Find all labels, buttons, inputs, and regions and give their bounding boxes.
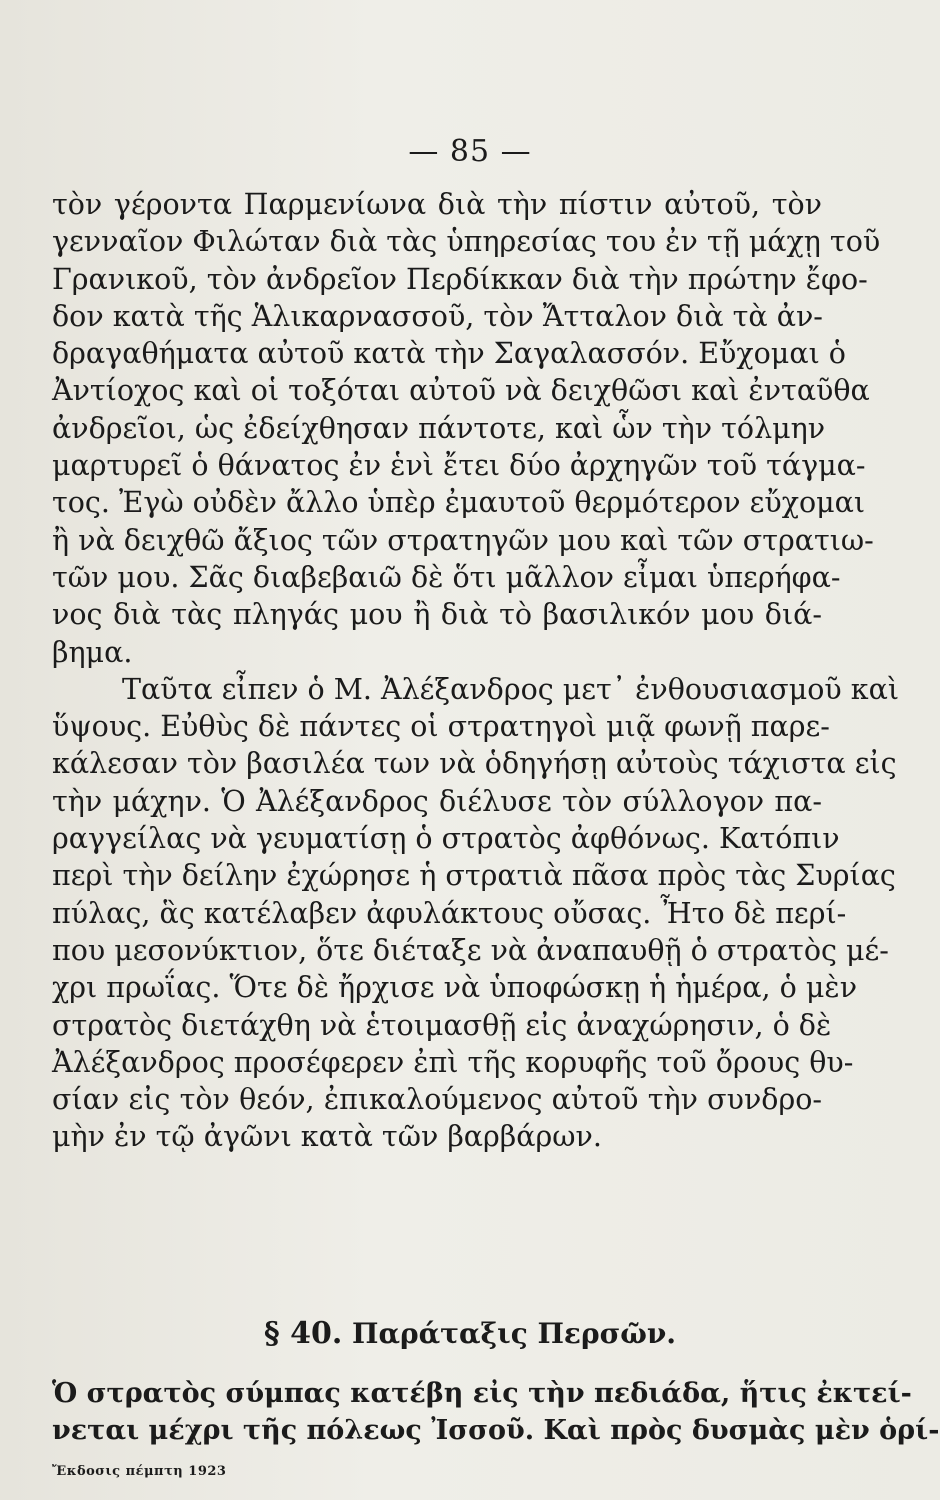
section-text-block	[52, 1375, 940, 1450]
text-line: κάλεσαν τὸν βασιλέα των νὰ ὁδηγήσῃ αὐτοὺς τάχιστα εἰς	[52, 747, 897, 781]
text-line: δον κατὰ τῆς Ἁλικαρνασσοῦ, τὸν Ἄτταλον διὰ τὰ ἀν-	[52, 299, 823, 333]
text-line: μὴν ἐν τῷ ἀγῶνι κατὰ τῶν βαρβάρων.	[52, 1120, 602, 1154]
text-line: χρι πρωΐας. Ὅτε δὲ ἤρχισε νὰ ὑποφώσκῃ ἡ ἡμέρα, ὁ μὲν	[52, 971, 858, 1005]
edition-footer: Ἔκδοσις πέμπτη 1923	[52, 1464, 227, 1479]
text-line: Ἀντίοχος καὶ οἱ τοξόται αὐτοῦ νὰ δειχθῶσι καὶ ἐνταῦθα	[52, 374, 870, 408]
page-number: — 85 —	[408, 134, 532, 169]
text-line: στρατὸς διετάχθη νὰ ἑτοιμασθῇ εἰς ἀναχώρησιν, ὁ δὲ	[52, 1008, 832, 1042]
section-title: Παράταξις Περσῶν.	[352, 1317, 677, 1350]
text-line: ἢ νὰ δειχθῶ ἄξιος τῶν στρατηγῶν μου καὶ τῶν στρατιω-	[52, 523, 874, 557]
text-line: ραγγείλας νὰ γευματίσῃ ὁ στρατὸς ἀφθόνως. Κατόπιν	[52, 822, 840, 856]
text-line: νος διὰ τὰς πληγάς μου ἢ διὰ τὸ βασιλικόν μου διά-	[52, 598, 822, 632]
text-line: μαρτυρεῖ ὁ θάνατος ἐν ἑνὶ ἔτει δύο ἀρχηγῶν τοῦ τάγμα-	[52, 449, 866, 483]
text-line: Ἀλέξανδρος προσέφερεν ἐπὶ τῆς κορυφῆς τοῦ ὄρους θυ-	[52, 1045, 854, 1079]
text-line: τῶν μου. Σᾶς διαβεβαιῶ δὲ ὅτι μᾶλλον εἶμαι ὑπερήφα-	[52, 560, 841, 594]
text-line: δραγαθήματα αὐτοῦ κατὰ τὴν Σαγαλασσόν. Εὔχομαι ὁ	[52, 337, 846, 371]
text-line: πύλας, ἃς κατέλαβεν ἀφυλάκτους οὔσας. Ἦτο δὲ περί-	[52, 896, 847, 930]
text-line: Ὁ στρατὸς σύμπας κατέβη εἰς τὴν πεδιάδα, ἥτις ἐκτεί-	[52, 1378, 912, 1409]
text-line: τὸν γέροντα Παρμενίωνα διὰ τὴν πίστιν αὐτοῦ, τὸν	[52, 188, 822, 221]
text-line: Ταῦτα εἶπεν ὁ Μ. Ἀλέξανδρος μετ᾽ ἐνθουσιασμοῦ καὶ	[122, 672, 900, 706]
main-text-block	[52, 186, 900, 1156]
text-line: περὶ τὴν δείλην ἐχώρησε ἡ στρατιὰ πᾶσα πρὸς τὰς Συρίας	[52, 859, 896, 893]
section-heading	[0, 1316, 940, 1351]
text-line: νεται μέχρι τῆς πόλεως Ἰσσοῦ. Καὶ πρὸς δυσμὰς μὲν ὁρί-	[52, 1415, 940, 1447]
text-line: σίαν εἰς τὸν θεόν, ἐπικαλούμενος αὐτοῦ τὴν συνδρο-	[52, 1083, 822, 1117]
text-line: που μεσονύκτιον, ὅτε διέταξε νὰ ἀναπαυθῇ ὁ στρατὸς μέ-	[52, 933, 889, 967]
text-line: ὕψους. Εὐθὺς δὲ πάντες οἱ στρατηγοὶ μιᾷ φωνῇ παρε-	[52, 710, 830, 744]
text-line: ἀνδρεῖοι, ὡς ἐδείχθησαν πάντοτε, καὶ ὧν τὴν τόλμην	[52, 411, 826, 445]
text-line: τος. Ἐγὼ οὐδὲν ἄλλο ὑπὲρ ἐμαυτοῦ θερμότερον εὔχομαι	[52, 486, 866, 520]
section-number: § 40.	[263, 1316, 343, 1351]
text-line: βημα.	[52, 635, 133, 669]
text-line: Γρανικοῦ, τὸν ἀνδρεῖον Περδίκκαν διὰ τὴν πρώτην ἔφο-	[52, 262, 868, 296]
text-line: γενναῖον Φιλώταν διὰ τὰς ὑπηρεσίας του ἐν τῇ μάχῃ τοῦ	[52, 225, 881, 259]
text-line: τὴν μάχην. Ὁ Ἀλέξανδρος διέλυσε τὸν σύλλογον πα-	[52, 784, 822, 818]
